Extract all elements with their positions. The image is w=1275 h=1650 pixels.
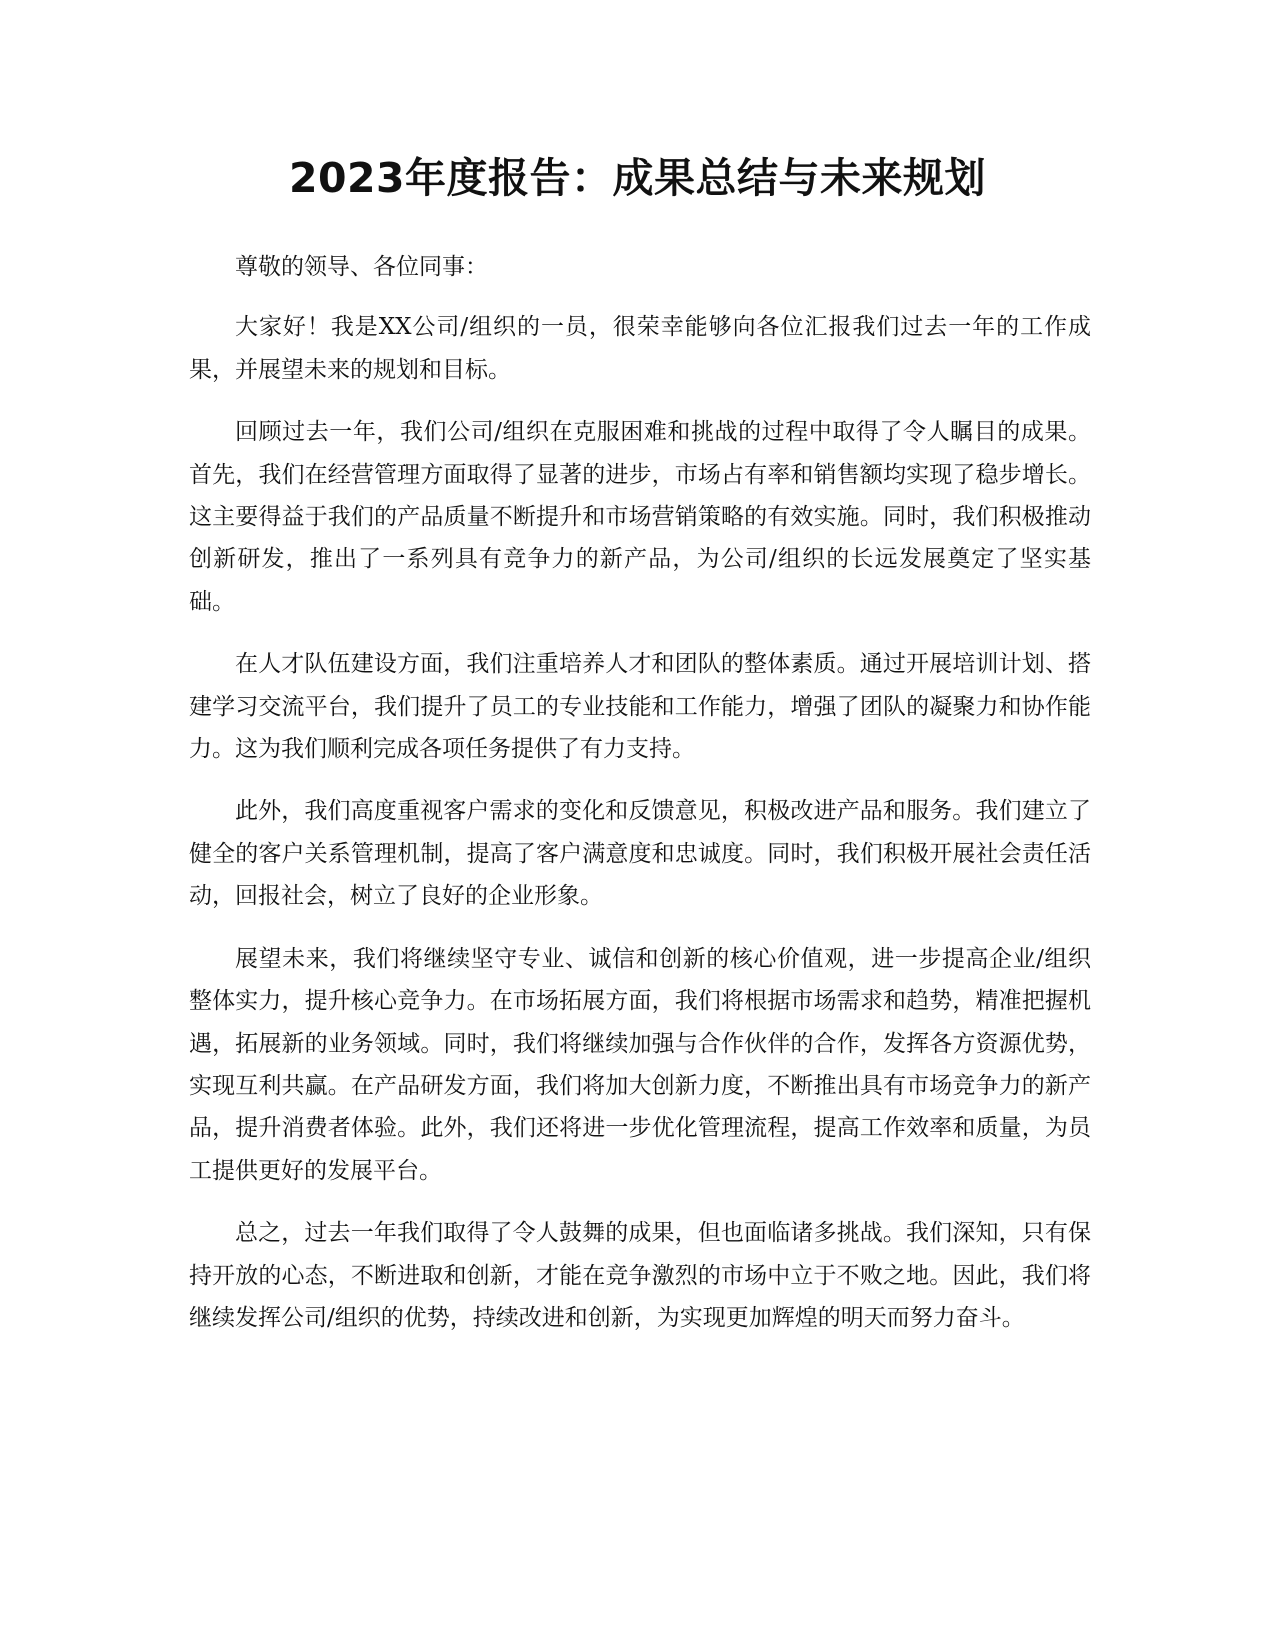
document-title: 2023年度报告：成果总结与未来规划 [288,154,987,202]
salutation: 尊敬的领导、各位同事： [235,254,488,280]
paragraph-review: 回顾过去一年，我们公司/组织在克服困难和挑战的过程中取得了令人瞩目的成果。首先，我们在经营管理方面取得了显著的进步，市场占有率和销售额均实现了稳步增长。这主要得益于我们的产品质量不断提升和市场营销策略的有效实施。同时，我们积极推动创新研发，推出了一系列具有竞争力的新产品，为公司/组织的长远发展奠定了坚实基础。 [189,419,1091,615]
paragraph-talent: 在人才队伍建设方面，我们注重培养人才和团队的整体素质。通过开展培训计划、搭建学习交流平台，我们提升了员工的专业技能和工作能力，增强了团队的凝聚力和协作能力。这为我们顺利完成各项任务提供了有力支持。 [189,651,1091,763]
paragraph-greeting: 大家好！我是XX公司/组织的一员，很荣幸能够向各位汇报我们过去一年的工作成果，并展望未来的规划和目标。 [189,314,1091,383]
paragraph-conclusion: 总之，过去一年我们取得了令人鼓舞的成果，但也面临诸多挑战。我们深知，只有保持开放的心态，不断进取和创新，才能在竞争激烈的市场中立于不败之地。因此，我们将继续发挥公司/组织的优势，持续改进和创新，为实现更加辉煌的明天而努力奋斗。 [189,1220,1091,1331]
paragraph-customers: 此外，我们高度重视客户需求的变化和反馈意见，积极改进产品和服务。我们建立了健全的客户关系管理机制，提高了客户满意度和忠诚度。同时，我们积极开展社会责任活动，回报社会，树立了良好的企业形象。 [189,798,1091,910]
paragraph-outlook: 展望未来，我们将继续坚守专业、诚信和创新的核心价值观，进一步提高企业/组织整体实力，提升核心竞争力。在市场拓展方面，我们将根据市场需求和趋势，精准把握机遇，拓展新的业务领域。同时，我们将继续加强与合作伙伴的合作，发挥各方资源优势，实现互利共赢。在产品研发方面，我们将加大创新力度，不断推出具有市场竞争力的新产品，提升消费者体验。此外，我们还将进一步优化管理流程，提高工作效率和质量，为员工提供更好的发展平台。 [189,945,1091,1184]
document-body [189,246,1091,1359]
